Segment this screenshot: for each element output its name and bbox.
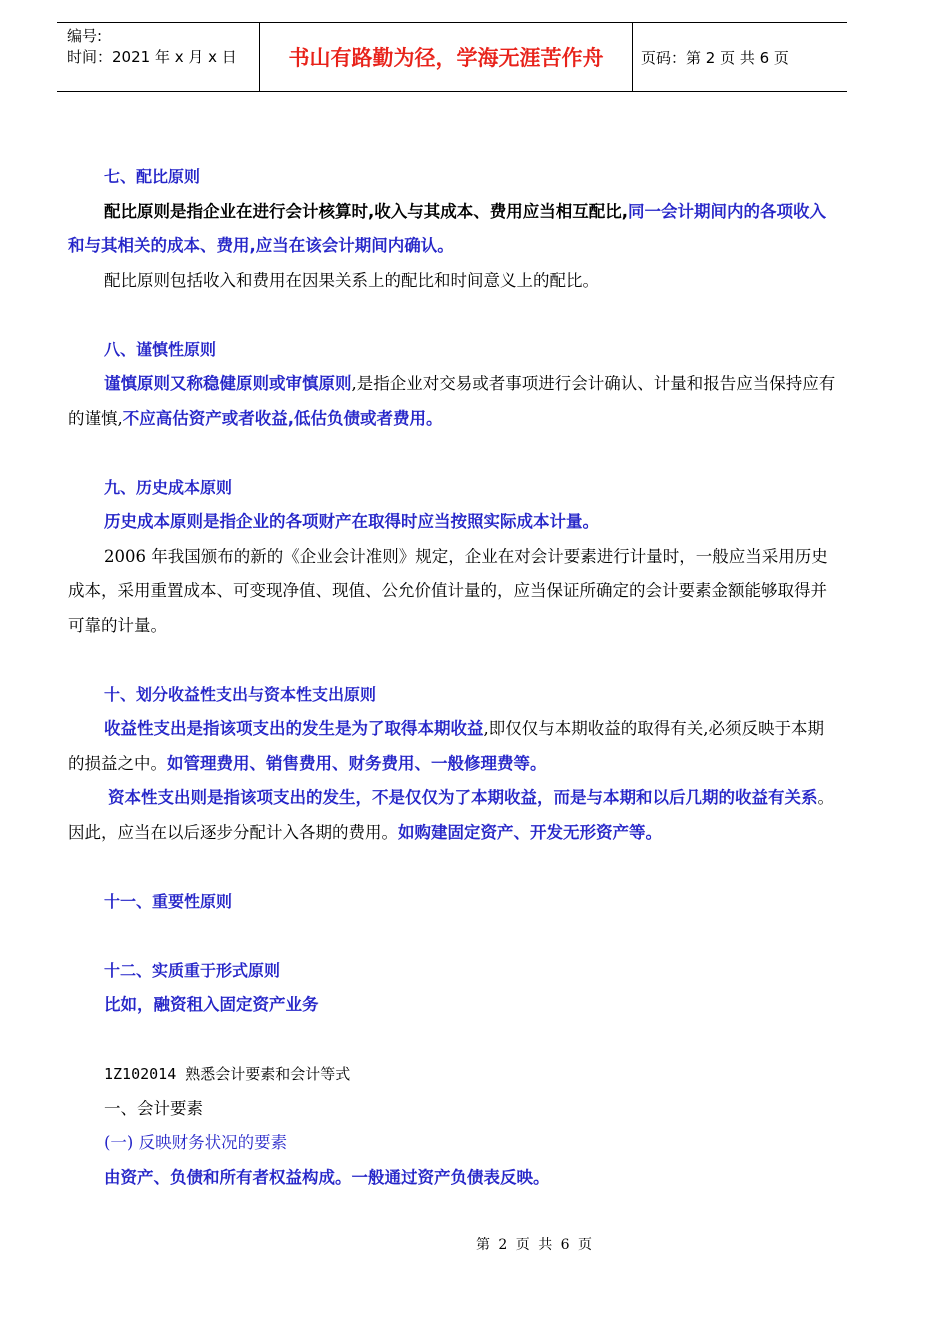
s10-p2-black: 。因此，应当在以后逐步分配计入各期的费用。 — [68, 788, 834, 842]
header-page-label: 页码：第 2 页 共 6 页 — [641, 48, 789, 67]
s8-p1-blue-2: 不应高估资产或者收益,低估负债或者费用。 — [122, 408, 443, 428]
page-header — [57, 22, 847, 92]
document-body — [68, 160, 838, 1195]
section-10-title: 十、划分收益性支出与资本性支出原则 — [104, 684, 377, 704]
header-meta — [57, 23, 259, 91]
code-title: 1Z102014 熟悉会计要素和会计等式 — [104, 1065, 351, 1083]
section-7-title: 七、配比原则 — [104, 167, 201, 186]
section-code-title — [68, 1057, 838, 1092]
s7-p1-blue: 同一会计期间内的各项收入和与其相关的成本、费用,应当在该会计期间内确认。 — [68, 201, 827, 255]
header-motto: 书山有路勤为径，学海无涯苦作舟 — [259, 23, 633, 91]
s8-p1-black: ,是指企业对交易或者事项进行会计确认、计量和报告应当保持应有的谨慎, — [68, 374, 836, 428]
time-label: 时间：2021 年 x 月 x 日 — [67, 48, 237, 66]
section-9-title: 九、历史成本原则 — [104, 477, 233, 497]
section-12-title: 十二、实质重于形式原则 — [104, 960, 281, 980]
s10-p2-blue-1: 资本性支出则是指该项支出的发生，不是仅仅为了本期收益，而是与本期和以后几期的收益有关系 — [108, 788, 818, 807]
s10-p1-black: ,即仅仅与本期收益的取得有关,必须反映于本期的损益之中。 — [68, 719, 824, 773]
section-9-paragraph-1: 历史成本原则是指企业的各项财产在取得时应当按照实际成本计量。 — [104, 512, 599, 531]
section-9-paragraph-2: 2006 年我国颁布的新的《企业会计准则》规定，企业在对会计要素进行计量时，一般应当采用历史成本，采用重置成本、可变现净值、现值、公允价值计量的，应当保证所确定的会计要素金额能够取得并可靠的计量。 — [68, 546, 828, 635]
subheading-financial-status: (一) 反映财务状况的要素 — [104, 1133, 288, 1152]
subheading-accounting-elements: 一、会计要素 — [104, 1098, 203, 1118]
section-7-paragraph-2: 配比原则包括收入和费用在因果关系上的配比和时间意义上的配比。 — [104, 270, 599, 290]
section-10-paragraph-1 — [68, 712, 838, 781]
section-12-paragraph-1: 比如，融资租入固定资产业务 — [104, 995, 319, 1014]
section-13-paragraph-1: 由资产、负债和所有者权益构成。一般通过资产负债表反映。 — [104, 1167, 550, 1187]
s7-p1-black: 配比原则是指企业在进行会计核算时,收入与其成本、费用应当相互配比, — [104, 201, 629, 221]
section-8-paragraph-1 — [68, 367, 838, 436]
section-10-paragraph-2 — [68, 781, 838, 850]
s10-p2-blue-2: 如购建固定资产、开发无形资产等。 — [398, 822, 662, 842]
section-8-title: 八、谨慎性原则 — [104, 339, 217, 359]
s8-p1-blue-1: 谨慎原则又称稳健原则或审慎原则 — [104, 374, 352, 393]
section-11-title: 十一、重要性原则 — [104, 891, 233, 911]
number-label: 编号: — [67, 27, 103, 45]
page-footer: 第 2 页 共 6 页 — [475, 1237, 595, 1253]
section-7-paragraph-1 — [68, 195, 838, 264]
s10-p1-blue-2: 如管理费用、销售费用、财务费用、一般修理费等。 — [167, 753, 547, 773]
s10-p1-blue-1: 收益性支出是指该项支出的发生是为了取得本期收益 — [104, 719, 484, 738]
